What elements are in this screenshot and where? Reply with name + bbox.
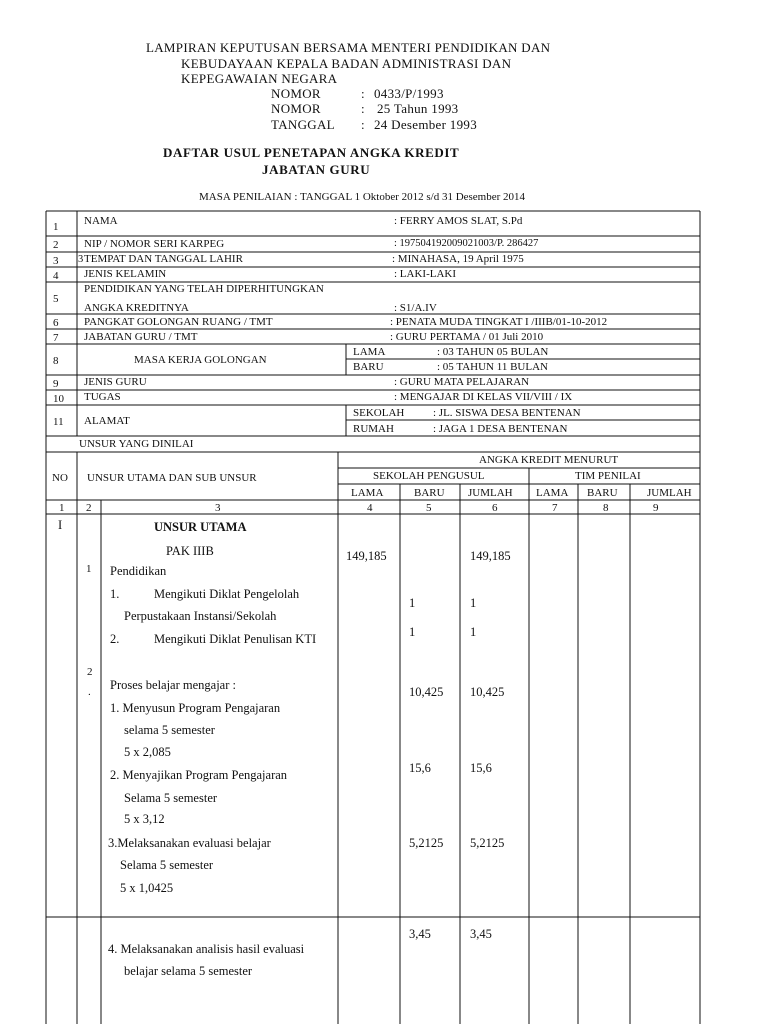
ref-nomor-2-sep: :: [361, 101, 365, 116]
jenis-guru-label: JENIS GURU: [84, 376, 147, 388]
pangkat-label: PANGKAT GOLONGAN RUANG / TMT: [84, 316, 273, 328]
ref-tanggal-value: 24 Desember 1993: [374, 117, 477, 132]
col-jumlah: JUMLAH: [468, 487, 513, 499]
ref-nomor-1-sep: :: [361, 86, 365, 101]
row-number: 10: [53, 393, 64, 405]
menyajikan-line-2: Selama 5 semester: [124, 791, 218, 805]
row-number: 9: [53, 378, 59, 390]
menyajikan-jumlah: 15,6: [470, 761, 492, 775]
row-number: 1: [53, 221, 59, 233]
nip-value: : 197504192009021003/P. 286427: [394, 238, 539, 249]
nip-label: NIP / NOMOR SERI KARPEG: [84, 238, 225, 250]
evaluasi-jumlah: 5,2125: [470, 836, 505, 850]
diklat-perpustakaan-jumlah: 1: [470, 596, 477, 610]
col-number-9: 9: [653, 502, 659, 514]
nama-label: NAMA: [84, 215, 118, 227]
diklat-perpustakaan-baru: 1: [409, 596, 416, 610]
col-number-4: 4: [367, 502, 373, 514]
document-subtitle: JABATAN GURU: [262, 162, 371, 177]
pbm-heading: Proses belajar mengajar :: [110, 678, 236, 692]
jabatan-value: : GURU PERTAMA / 01 Juli 2010: [390, 331, 544, 343]
masa-kerja-label: MASA KERJA GOLONGAN: [134, 354, 267, 366]
item-number: 1.: [110, 587, 120, 601]
ttl-label: TEMPAT DAN TANGGAL LAHIR: [84, 253, 243, 265]
sub-unsur-number: 1: [86, 563, 92, 575]
analisis-jumlah: 3,45: [470, 927, 492, 941]
nama-value: : FERRY AMOS SLAT, S.Pd: [394, 215, 523, 227]
header-line-3: KEPEGAWAIAN NEGARA: [181, 71, 338, 86]
sekolah-label: SEKOLAH: [353, 407, 405, 419]
menyusun-line-3: 5 x 2,085: [124, 745, 171, 759]
col-baru: BARU: [414, 487, 445, 499]
pak-label: PAK IIIB: [166, 544, 214, 558]
ref-tanggal-label: TANGGAL: [271, 117, 335, 132]
diklat-kti-line: Mengikuti Diklat Penulisan KTI: [154, 632, 317, 646]
pendidikan-label-2: ANGKA KREDITNYA: [84, 302, 189, 314]
document-title: DAFTAR USUL PENETAPAN ANGKA KREDIT: [163, 145, 460, 160]
sub-unsur-dot: .: [88, 686, 91, 698]
jenis-guru-value: : GURU MATA PELAJARAN: [394, 376, 530, 388]
ref-nomor-2-label: NOMOR: [271, 101, 321, 116]
menyusun-line-1: 1. Menyusun Program Pengajaran: [110, 701, 281, 715]
menyajikan-line-1: 2. Menyajikan Program Pengajaran: [110, 768, 288, 782]
masa-lama-value: : 03 TAHUN 05 BULAN: [437, 346, 549, 358]
row-number: 6: [53, 317, 59, 329]
ref-nomor-1-label: NOMOR: [271, 86, 321, 101]
col-number-8: 8: [603, 502, 609, 514]
rumah-label: RUMAH: [353, 423, 394, 435]
jenis-kelamin-value: : LAKI-LAKI: [394, 268, 457, 280]
col-number-7: 7: [552, 502, 558, 514]
row-number: 8: [53, 355, 59, 367]
unsur-dinilai-label: UNSUR YANG DINILAI: [79, 438, 194, 450]
evaluasi-line-1: 3.Melaksanakan evaluasi belajar: [108, 836, 271, 850]
header-line-2: KEBUDAYAAN KEPALA BADAN ADMINISTRASI DAN: [181, 56, 512, 71]
masa-lama-label: LAMA: [353, 346, 386, 358]
col-number-1: 1: [59, 502, 65, 514]
row-number: 4: [53, 270, 59, 282]
row-mark: 3: [78, 254, 84, 265]
pendidikan-heading: Pendidikan: [110, 564, 167, 578]
pendidikan-value: : S1/A.IV: [394, 302, 437, 314]
menyusun-baru: 10,425: [409, 685, 444, 699]
masa-baru-label: BARU: [353, 361, 384, 373]
col-number-2: 2: [86, 502, 92, 514]
analisis-baru: 3,45: [409, 927, 431, 941]
ref-nomor-1-value: 0433/P/1993: [374, 86, 444, 101]
evaluasi-baru: 5,2125: [409, 836, 444, 850]
jenis-kelamin-label: JENIS KELAMIN: [84, 268, 167, 280]
col-unsur: UNSUR UTAMA DAN SUB UNSUR: [87, 472, 257, 484]
rumah-value: : JAGA 1 DESA BENTENAN: [433, 423, 568, 435]
row-number: 5: [53, 293, 59, 305]
alamat-label: ALAMAT: [84, 415, 130, 427]
menyusun-line-2: selama 5 semester: [124, 723, 215, 737]
menyusun-jumlah: 10,425: [470, 685, 505, 699]
col-number-5: 5: [426, 502, 432, 514]
row-number: 2: [53, 239, 59, 251]
col-lama-tim: LAMA: [536, 487, 569, 499]
col-no: NO: [52, 472, 68, 484]
col-sekolah-pengusul: SEKOLAH PENGUSUL: [373, 470, 485, 482]
assessment-period: MASA PENILAIAN : TANGGAL 1 Oktober 2012 s/d 31 Desember 2014: [199, 191, 526, 203]
evaluasi-line-2: Selama 5 semester: [120, 858, 214, 872]
col-baru-tim: BARU: [587, 487, 618, 499]
unsur-utama-heading: UNSUR UTAMA: [154, 520, 247, 534]
col-number-6: 6: [492, 502, 498, 514]
evaluasi-line-3: 5 x 1,0425: [120, 881, 174, 895]
analisis-line-2: belajar selama 5 semester: [124, 964, 253, 978]
pendidikan-label-1: PENDIDIKAN YANG TELAH DIPERHITUNGKAN: [84, 283, 324, 295]
diklat-perpustakaan-line-2: Perpustakaan Instansi/Sekolah: [124, 609, 277, 623]
header-line-1: LAMPIRAN KEPUTUSAN BERSAMA MENTERI PENDIDIKAN DAN: [146, 40, 551, 55]
ref-tanggal-sep: :: [361, 117, 365, 132]
ref-nomor-2-value: 25 Tahun 1993: [377, 101, 459, 116]
row-number: 7: [53, 332, 59, 344]
col-angka-kredit: ANGKA KREDIT MENURUT: [479, 454, 619, 466]
analisis-line-1: 4. Melaksanakan analisis hasil evaluasi: [108, 942, 305, 956]
col-jumlah-tim: JUMLAH: [647, 487, 692, 499]
menyajikan-baru: 15,6: [409, 761, 431, 775]
tugas-value: : MENGAJAR DI KELAS VII/VIII / IX: [394, 391, 573, 403]
diklat-kti-baru: 1: [409, 625, 416, 639]
pangkat-value: : PENATA MUDA TINGKAT I /IIIB/01-10-2012: [390, 316, 608, 328]
roman-numeral: I: [58, 518, 63, 532]
ttl-value: : MINAHASA, 19 April 1975: [392, 253, 524, 265]
sekolah-value: : JL. SISWA DESA BENTENAN: [433, 407, 581, 419]
row-number: 11: [53, 416, 64, 428]
masa-baru-value: : 05 TAHUN 11 BULAN: [437, 361, 548, 373]
item-number: 2.: [110, 632, 120, 646]
jabatan-label: JABATAN GURU / TMT: [84, 331, 198, 343]
col-number-3: 3: [215, 502, 221, 514]
menyajikan-line-3: 5 x 3,12: [124, 812, 165, 826]
diklat-perpustakaan-line-1: Mengikuti Diklat Pengelolah: [154, 587, 300, 601]
pak-lama-value: 149,185: [346, 549, 387, 563]
pak-jumlah-value: 149,185: [470, 549, 511, 563]
col-tim-penilai: TIM PENILAI: [575, 470, 641, 482]
col-lama: LAMA: [351, 487, 384, 499]
sub-unsur-number: 2: [87, 666, 93, 678]
tugas-label: TUGAS: [84, 391, 121, 403]
diklat-kti-jumlah: 1: [470, 625, 477, 639]
row-number: 3: [53, 255, 59, 267]
